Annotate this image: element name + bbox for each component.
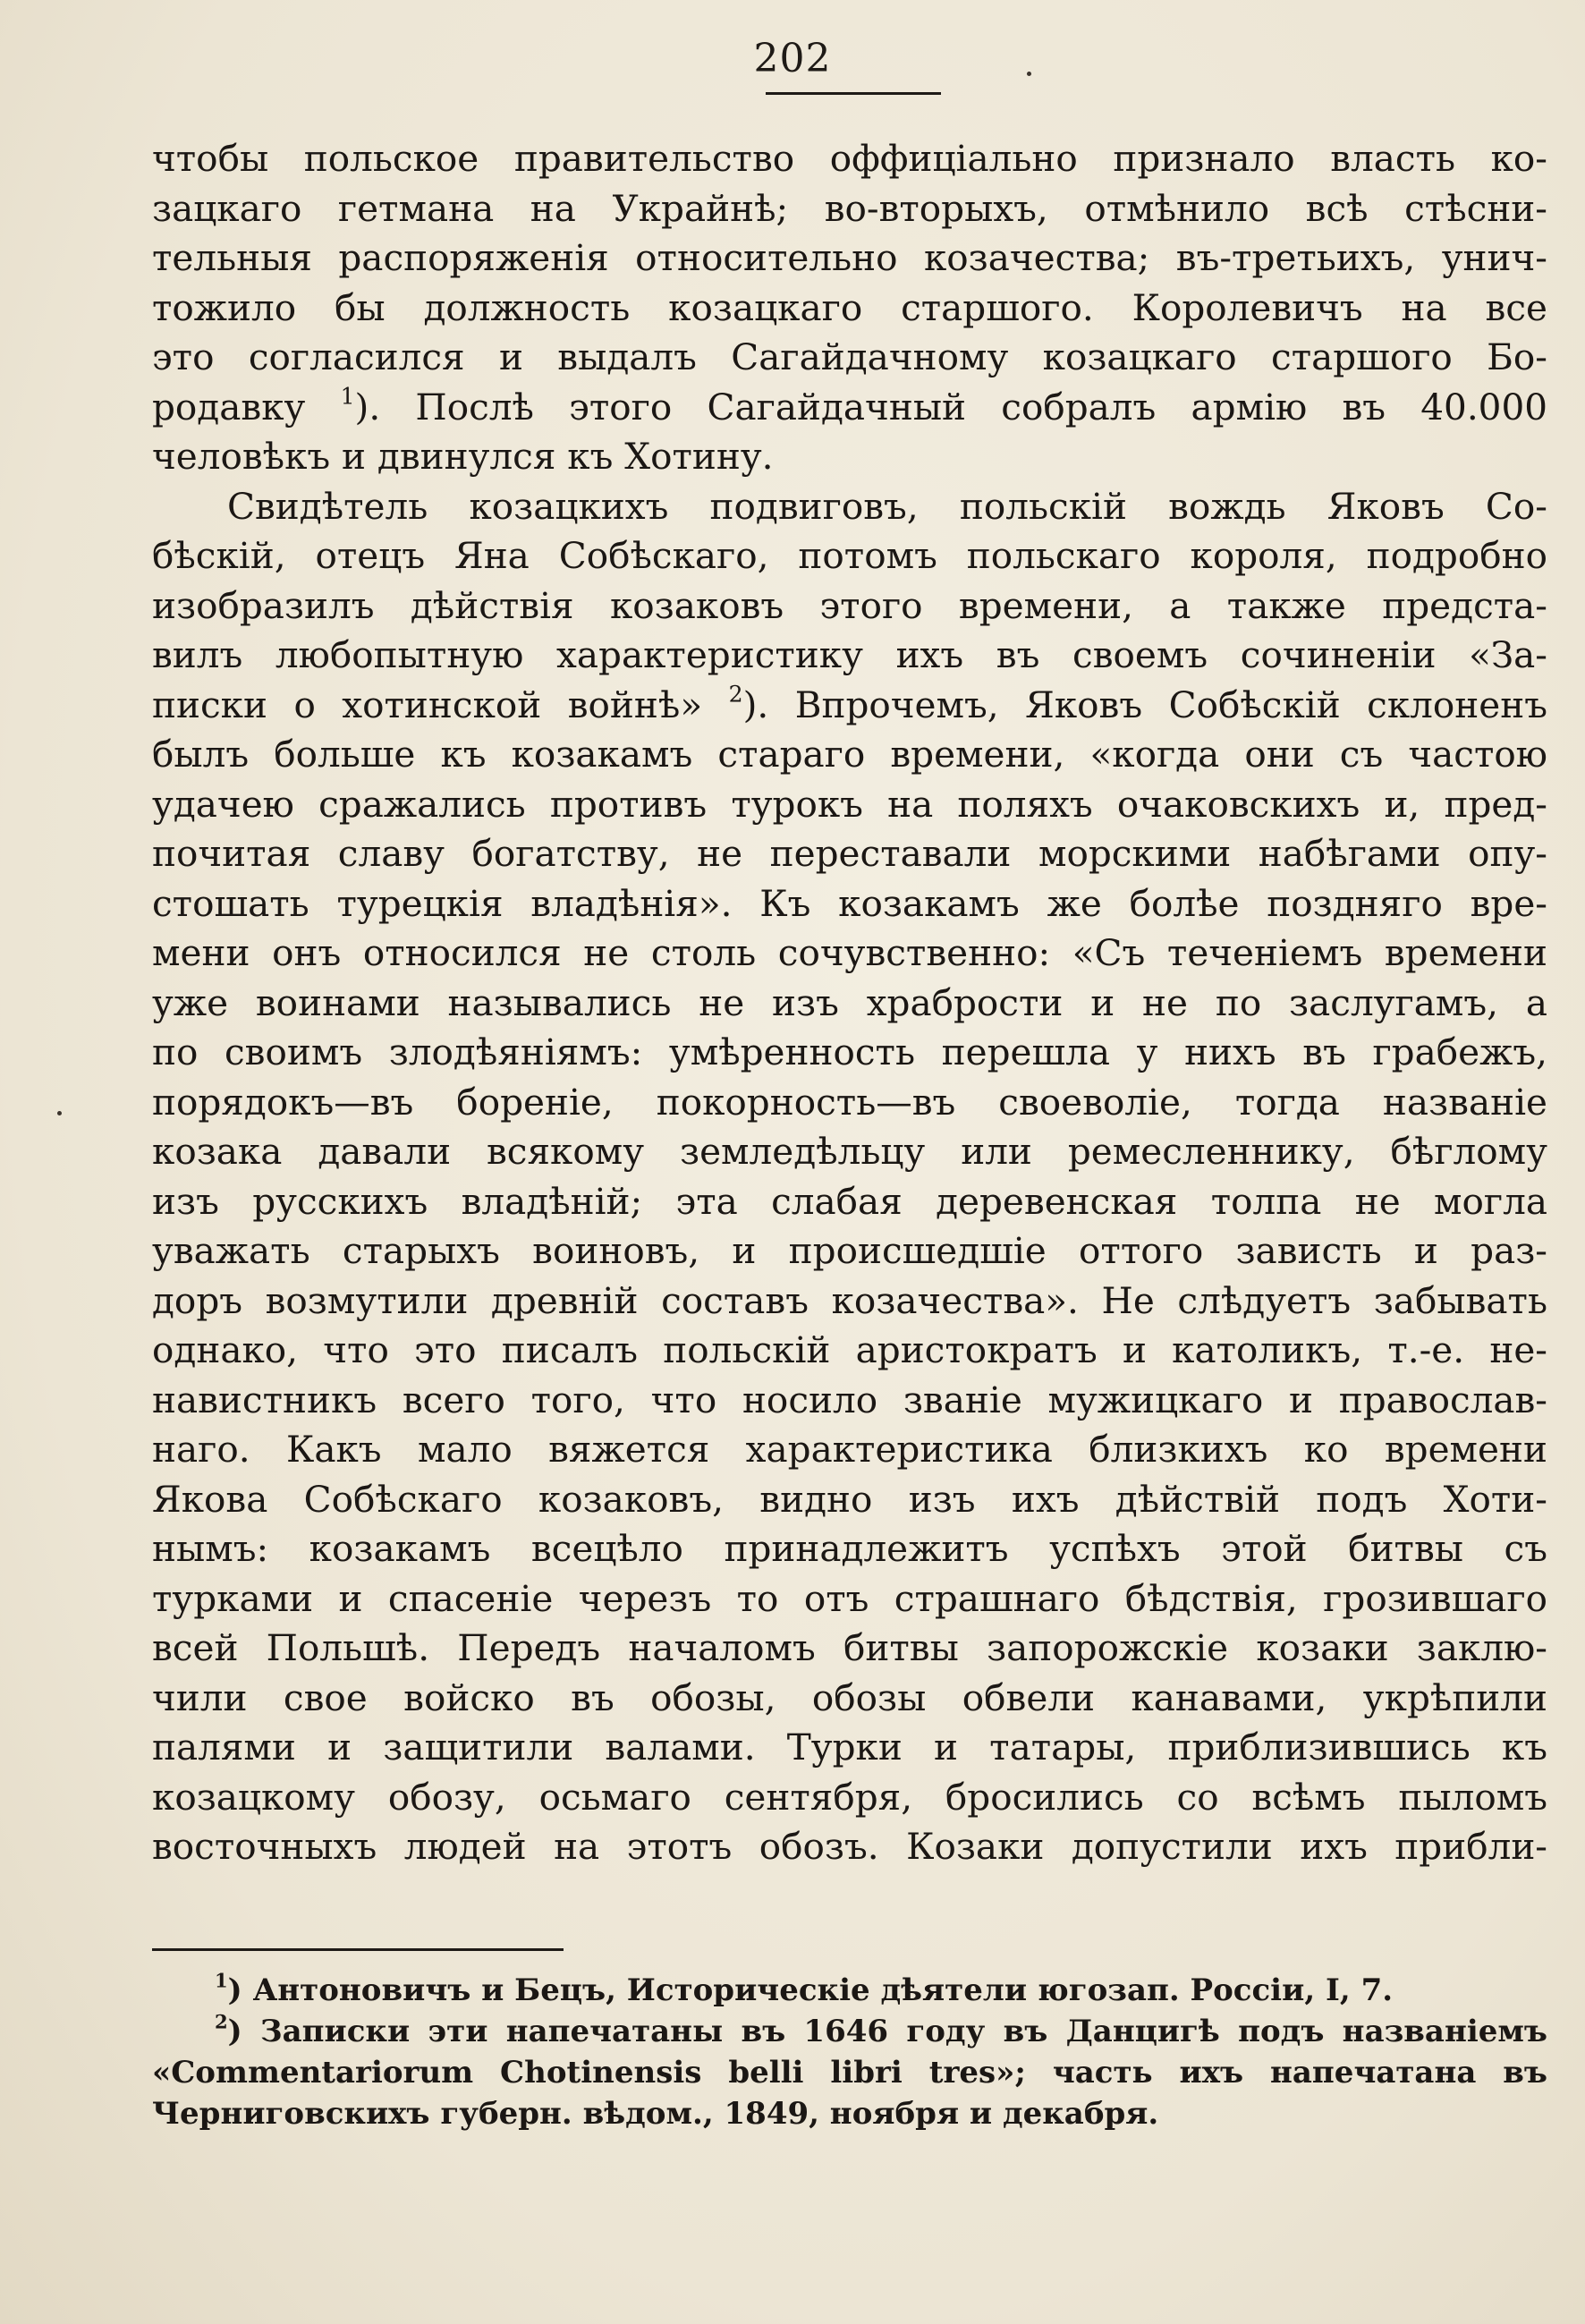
page-number: 202 [753,36,832,81]
text-line: всей Польшѣ. Передъ началомъ битвы запорожскіе козаки заклю- [152,1626,1547,1669]
text-segment: ). Послѣ этого Сагайдачный собралъ армію въ 40.000 [354,385,1547,428]
footnote-mark: 2 [215,2010,228,2033]
text-line: изобразилъ дѣйствія козаковъ этого времени, а также предста- [152,583,1547,627]
footnote-1 [152,1970,1547,2011]
text-line: наго. Какъ мало вяжется характеристика близкихъ ко времени [152,1428,1547,1471]
text-line: Якова Собѣскаго козаковъ, видно изъ ихъ дѣйствій подъ Хоти- [152,1477,1547,1521]
footnote-2-line: «Commentariorum Chotinensis belli libri tres»; часть ихъ напечатана въ [152,2055,1547,2091]
text-line: палями и защитили валами. Турки и татары, приблизившись къ [152,1726,1547,1768]
text-line: почитая славу богатству, не переставали морскими набѣгами опу- [152,832,1547,875]
header-rule [766,92,941,95]
footnotes [152,1970,1547,2134]
text-line: козацкому обозу, осьмаго сентября, бросились со всѣмъ пыломъ [152,1775,1547,1819]
text-line: мени онъ относился не столь сочувственно: «Съ теченіемъ времени [152,931,1547,974]
footnote-text: ) Записки эти напечатаны въ 1646 году въ Данцигѣ подъ названіемъ [227,2014,1547,2049]
text-line-with-footnote-ref [152,383,1547,433]
ink-speck [1027,72,1031,76]
text-line: тельныя распоряженія относительно козачества; въ-третьихъ, унич- [152,236,1547,279]
text-line: тожило бы должность козацкаго старшого. Королевичъ на все [152,285,1547,329]
ink-speck [57,1111,62,1115]
text-segment: ). Впрочемъ, Яковъ Собѣскій склоненъ [742,683,1547,726]
text-line: чили свое войско въ обозы, обозы обвели канавами, укрѣпили [152,1675,1547,1719]
text-line: уважать старыхъ воиновъ, и происшедшіе оттого зависть и раз- [152,1229,1547,1272]
text-line: турками и спасеніе черезъ то отъ страшнаго бѣдствія, грозившаго [152,1576,1547,1620]
text-line: порядокъ—въ бореніе, покорность—въ своеволіе, тогда названіе [152,1080,1547,1124]
text-line: вилъ любопытную характеристику ихъ въ своемъ сочиненіи «За- [152,633,1547,676]
body-text [152,134,1547,1872]
text-line: козака давали всякому земледѣльцу или ремесленнику, бѣглому [152,1130,1547,1173]
text-line: изъ русскихъ владѣній; эта слабая деревенская толпа не могла [152,1179,1547,1223]
text-line: человѣкъ и двинулся къ Хотину. [152,435,774,478]
text-segment: писки о хотинской войнѣ» [152,683,703,726]
text-line: по своимъ злодѣяніямъ: умѣренность перешла у нихъ въ грабежъ, [152,1031,1547,1073]
text-line-with-footnote-ref [152,681,1547,731]
text-line: восточныхъ людей на этотъ обозъ. Козаки допустили ихъ прибли- [152,1825,1547,1868]
text-line: бѣскій, отецъ Яна Собѣскаго, потомъ польскаго короля, подробно [152,534,1547,577]
footnote-ref: 1 [340,382,355,409]
text-line: удачею сражались противъ турокъ на поляхъ очаковскихъ и, пред- [152,782,1547,826]
footnote-ref: 2 [728,680,743,707]
text-line: доръ возмутили древній составъ козачества». Не слѣдуетъ забывать [152,1278,1547,1322]
footnote-2 [152,2011,1547,2052]
text-line: зацкаго гетмана на Украйнѣ; во-вторыхъ, отмѣнило всѣ стѣсни- [152,186,1547,230]
footnote-2-line: Черниговскихъ губерн. вѣдом., 1849, ноября и декабря. [152,2096,1159,2132]
text-line: нымъ: козакамъ всецѣло принадлежитъ успѣхъ этой битвы съ [152,1527,1547,1570]
text-line: былъ больше къ козакамъ стараго времени, «когда они съ частою [152,733,1547,776]
footnote-text: ) Антоновичъ и Бецъ, Историческіе дѣятели югозап. Россіи, I, 7. [227,1972,1394,2008]
text-line: уже воинами назывались не изъ храбрости и не по заслугамъ, а [152,980,1547,1024]
text-line: чтобы польское правительство оффиціально признало власть ко- [152,137,1547,180]
footnote-mark: 1 [215,1969,228,1992]
text-segment: родавку [152,385,306,428]
text-line: Свидѣтель козацкихъ подвиговъ, польскій вождь Яковъ Со- [227,484,1547,528]
text-line: это согласился и выдалъ Сагайдачному козацкаго старшого Бо- [152,335,1547,378]
text-line: однако, что это писалъ польскій аристократъ и католикъ, т.-е. не- [152,1328,1547,1371]
text-line: стошать турецкія владѣнія». Къ козакамъ же болѣе поздняго вре- [152,881,1547,925]
footnote-rule [152,1948,564,1951]
text-line: навистникъ всего того, что носило званіе мужицкаго и православ- [152,1378,1547,1421]
